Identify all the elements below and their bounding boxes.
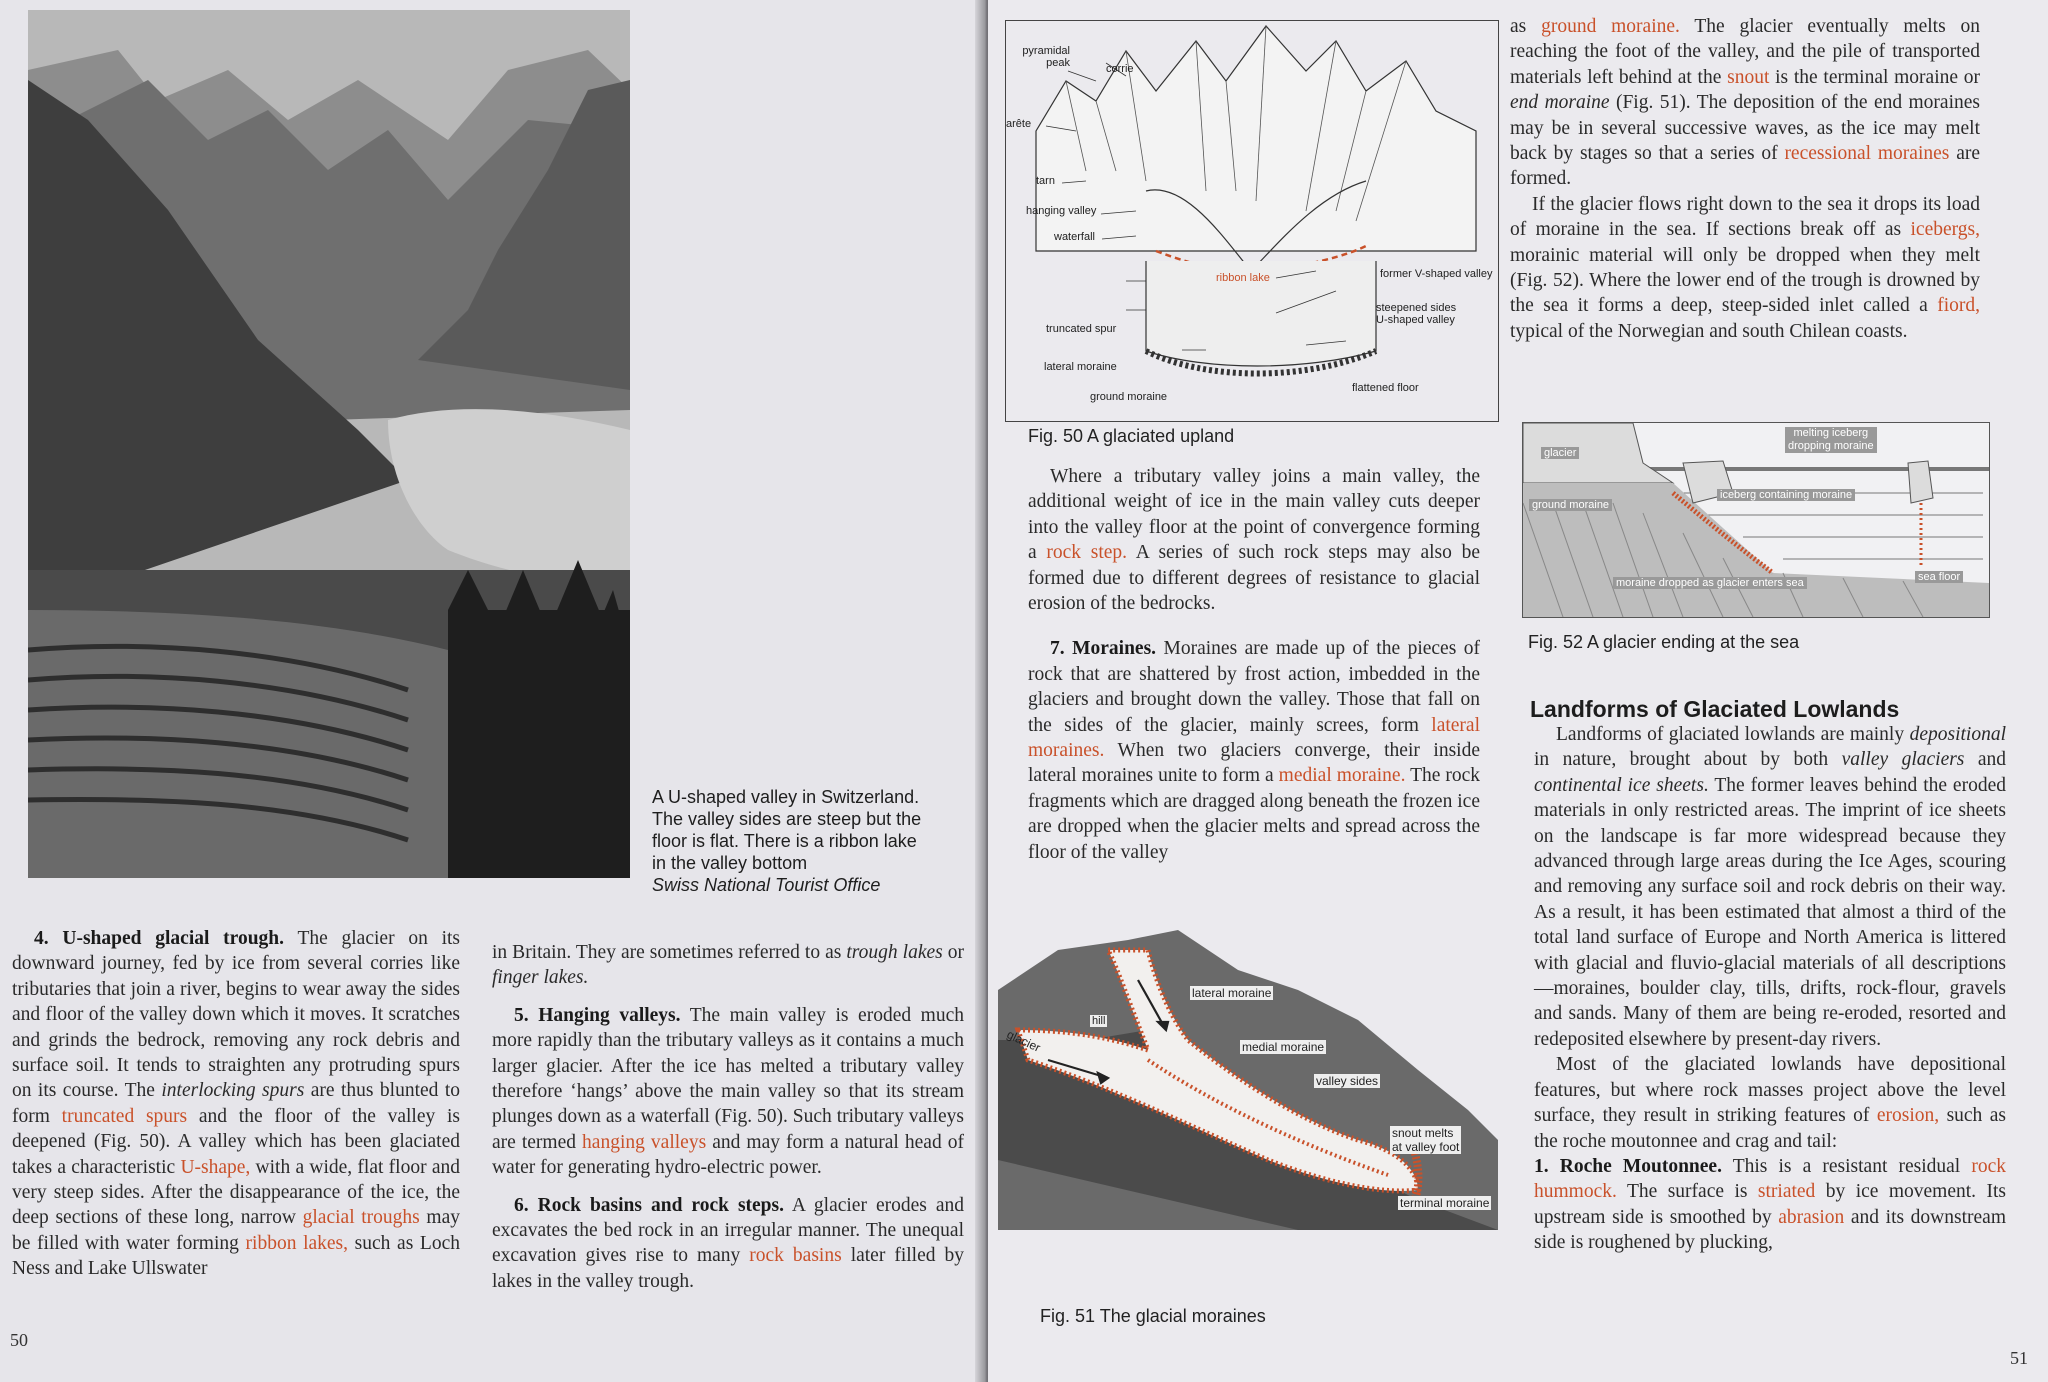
photo-caption — [652, 786, 921, 896]
label: peak — [1046, 57, 1070, 69]
fig50-label-lateral-moraine: lateral moraine — [1044, 361, 1117, 373]
keyword: icebergs, — [1910, 219, 1980, 241]
term: interlocking spurs — [161, 1080, 305, 1102]
fig52-label-glacier: glacier — [1541, 447, 1579, 459]
keyword: rock basins — [749, 1245, 842, 1267]
keyword: ribbon lakes, — [245, 1232, 349, 1254]
fig51-label-terminal-moraine: terminal moraine — [1400, 1196, 1490, 1210]
right-middle-column — [1028, 464, 1480, 865]
fig51-label-medial-moraine: medial moraine — [1242, 1040, 1325, 1054]
text: The glacier on its downward journey, fed by ice from several corries like tributaries that join a river, begins to wear away the sides and floor of the valley down which it moves. It scratches and grinds the bedrock, removing any rock debris and surface soil. It tends to straighten any protruding spurs on its course. The — [12, 928, 460, 1102]
keyword: recessional moraines — [1784, 143, 1950, 165]
text: later filled by lakes in the valley trough. — [492, 1245, 964, 1292]
keyword: lateral moraines. — [1028, 714, 1480, 762]
fig50-label-former-v-valley: former V-shaped valley — [1380, 268, 1493, 280]
fig50-label-hanging-valley: hanging valley — [1026, 205, 1097, 217]
text: The glacier eventually melts on reaching the foot of the valley, and the pile of transported materials left behind at the — [1510, 16, 1981, 88]
fig52-label-ground-moraine: ground moraine — [1529, 499, 1612, 511]
text: may be filled with water forming — [12, 1207, 460, 1254]
fig50-label-waterfall: waterfall — [1054, 231, 1095, 243]
keyword: erosion, — [1876, 1105, 1940, 1127]
photo-caption-line1: A U-shaped valley in Switzerland. — [652, 787, 920, 807]
text: Landforms of glaciated lowlands are mainly — [1556, 724, 1910, 745]
photo-caption-line3: floor is flat. There is a ribbon lake — [652, 831, 917, 851]
text: A glacier erodes and excavates the bed rock in an irregular manner. The unequal excavation gives rise to many — [492, 1194, 964, 1267]
text: in nature, brought about by both — [1534, 749, 1842, 771]
text: are thus blunted to form — [12, 1080, 461, 1127]
fig52-glacier-at-sea — [1522, 422, 1990, 618]
fig52-label-moraine-dropped: moraine dropped as glacier enters sea — [1613, 577, 1807, 589]
right-page — [988, 0, 2048, 1382]
fig50-label-ground-moraine: ground moraine — [1090, 391, 1168, 403]
term: depositional — [1909, 724, 2006, 745]
keyword: U-shape, — [180, 1156, 251, 1178]
page-number-right: 51 — [2010, 1348, 2028, 1368]
fig50-label-corrie: corrie — [1106, 63, 1134, 75]
right-column-lowlands — [1534, 722, 2006, 1256]
label: snout melts — [1392, 1126, 1454, 1140]
fig51-drawing — [998, 930, 1498, 1230]
term: end moraine — [1510, 92, 1610, 114]
text: and — [1964, 749, 2007, 771]
photo-caption-line4: in the valley bottom — [652, 853, 808, 873]
fig51-label-snout — [1390, 1126, 1461, 1154]
left-page — [0, 0, 985, 1382]
text: and may form a natural head of water for generating hydro-electric power. — [492, 1131, 964, 1179]
label: steepened sides — [1376, 302, 1457, 314]
term: continental ice sheets. — [1534, 774, 1709, 796]
section-title-glaciated-lowlands: Landforms of Glaciated Lowlands — [1530, 696, 1900, 722]
keyword: fiord, — [1937, 295, 1980, 317]
text: and its downstream side is roughened by plucking, — [1534, 1206, 2006, 1254]
heading-moraines: 7. Moraines. — [1050, 638, 1157, 660]
fig50-label-truncated-spur: truncated spur — [1046, 323, 1117, 335]
keyword: medial moraine. — [1278, 765, 1406, 787]
fig51-label-glacier: glacier — [1004, 1027, 1043, 1055]
fig51-label-hill: hill — [1092, 1015, 1106, 1027]
fig50-label-pyramidal-peak — [1010, 45, 1070, 69]
page-number-left: 50 — [10, 1330, 28, 1350]
fig50-glaciated-upland — [1005, 20, 1499, 422]
label: at valley foot — [1392, 1140, 1460, 1154]
photo-caption-line2: The valley sides are steep but the — [652, 809, 922, 829]
term: trough lakes — [846, 942, 943, 963]
fig50-label-tarn: tarn — [1036, 175, 1055, 187]
fig50-caption: Fig. 50 A glaciated upland — [1028, 426, 1235, 446]
text: in Britain. They are sometimes referred to as — [492, 942, 847, 963]
keyword: ground moraine. — [1541, 16, 1680, 37]
left-column-2 — [492, 940, 964, 1294]
text: typical of the Norwegian and south Chilean coasts. — [1510, 320, 1908, 342]
term: valley glaciers — [1841, 749, 1965, 771]
keyword: abrasion — [1778, 1206, 1845, 1228]
fig52-label-melting-iceberg — [1785, 427, 1877, 453]
text: by ice movement. Its upstream side is smoothed by — [1534, 1181, 2006, 1228]
fig50-label-flattened-floor: flattened floor — [1352, 382, 1419, 394]
heading-roche-moutonnee: 1. Roche Moutonnee. — [1534, 1155, 1722, 1177]
text: If the glacier flows right down to the sea it drops its load of moraine in the sea. If sections break off as — [1510, 193, 1980, 241]
keyword: striated — [1757, 1181, 1816, 1203]
term: finger lakes. — [492, 967, 589, 989]
keyword: rock step. — [1046, 542, 1128, 564]
text: morainic material will only be dropped when they melt (Fig. 52). Where the lower end of the trough is drowned by the sea it forms a deep, steep-sided inlet called a — [1510, 244, 1980, 317]
text: with a wide, flat floor and very steep sides. After the disappearance of the ice, the deep sections of these long, narrow — [12, 1156, 460, 1229]
fig50-label-arete: arête — [1006, 118, 1032, 130]
label: pyramidal — [1022, 45, 1070, 57]
fig52-label-sea-floor: sea floor — [1915, 571, 1963, 583]
label: melting iceberg — [1793, 427, 1869, 439]
fig52-label-iceberg: iceberg containing moraine — [1717, 489, 1855, 501]
label: dropping moraine — [1788, 440, 1874, 452]
text: as — [1510, 16, 1542, 37]
keyword: glacial troughs — [302, 1207, 420, 1229]
fig51-label-valley-sides: valley sides — [1316, 1074, 1379, 1088]
keyword: truncated spurs — [61, 1105, 188, 1127]
left-column-1 — [12, 926, 460, 1282]
text: such as the roche moutonnee and crag and tail: — [1534, 1105, 2006, 1152]
fig50-label-steepened-sides — [1376, 302, 1456, 326]
text: The rock fragments which are dragged along beneath the frozen ice are dropped when the glacier melts and spread across the floor of the valley — [1028, 765, 1480, 863]
heading-rock-basins: 6. Rock basins and rock steps. — [514, 1194, 784, 1216]
keyword: snout — [1727, 66, 1770, 88]
text: A series of such rock steps may also be formed due to different degrees of resistance to glacial erosion of the bedrocks. — [1028, 542, 1481, 615]
text: Moraines are made up of the pieces of rock that are shattered by frost action, imbedded in the glaciers and brought down the valley. Those that fall on the sides of the glacier, mainly screes, form — [1028, 638, 1480, 736]
right-column-top — [1510, 14, 1980, 344]
text: such as Loch Ness and Lake Ullswater — [12, 1232, 460, 1280]
photo-credit: Swiss National Tourist Office — [652, 875, 881, 895]
valley-photo-drawing — [28, 10, 630, 878]
fig50-label-ribbon-lake: ribbon lake — [1216, 272, 1270, 284]
text: Where a tributary valley joins a main valley, the additional weight of ice in the main valley cuts deeper into the valley floor at the point of convergence forming a — [1028, 466, 1480, 564]
fig52-caption: Fig. 52 A glacier ending at the sea — [1528, 632, 1800, 652]
text: Most of the glaciated lowlands have depositional features, but where rock masses project above the level surface, they result in striking features of — [1534, 1054, 2006, 1127]
text: are formed. — [1510, 143, 1981, 190]
heading-u-shaped-trough: 4. U-shaped glacial trough. — [34, 928, 285, 949]
text: The surface is — [1616, 1181, 1758, 1203]
text: The main valley is eroded much more rapidly than the tributary valleys as it contains a much larger glacier. After the ice has melted a tributary valley therefore ‘hangs’ above the main valley so that its stream plunges down as a waterfall (Fig. 50). Such tributary valleys are termed — [492, 1004, 965, 1153]
keyword: hanging valleys — [582, 1131, 707, 1153]
text: is the terminal moraine or — [1769, 66, 1980, 88]
text: The former leaves behind the eroded materials in only restricted areas. The imprint of ice sheets on the landscape is far more widespread because they advanced through large areas during the Ice Ages, scouring and removing any surface soil and rock debris on their way. As a result, it has been estimated that almost a third of the total land surface of Europe and North America is littered with glacial and fluvio-glacial materials of all descriptions—moraines, boulder clay, tills, drifts, rock-flour, gravels and sands. Many of them are being re-eroded, resorted and redeposited elsewhere by present-day rivers. — [1534, 774, 2006, 1050]
text: When two glaciers converge, their inside lateral moraines unite to form a — [1028, 740, 1480, 787]
text: (Fig. 51). The deposition of the end moraines may be in several successive waves, as the ice may melt back by stages so that a series of — [1510, 92, 1980, 165]
text: and the floor of the valley is deepened (Fig. 50). A valley which has been glaciated takes a characteristic — [12, 1105, 461, 1178]
u-shaped-valley-photo — [28, 10, 630, 878]
label: U-shaped valley — [1376, 314, 1455, 326]
fig51-glacial-moraines — [998, 930, 1498, 1230]
text: This is a resistant residual — [1721, 1155, 1972, 1177]
heading-hanging-valleys: 5. Hanging valleys. — [514, 1004, 681, 1026]
fig51-caption: Fig. 51 The glacial moraines — [1040, 1306, 1266, 1326]
fig51-label-lateral-moraine: lateral moraine — [1192, 986, 1272, 1000]
keyword: rock hummock. — [1534, 1155, 2006, 1203]
text: or — [942, 942, 964, 963]
